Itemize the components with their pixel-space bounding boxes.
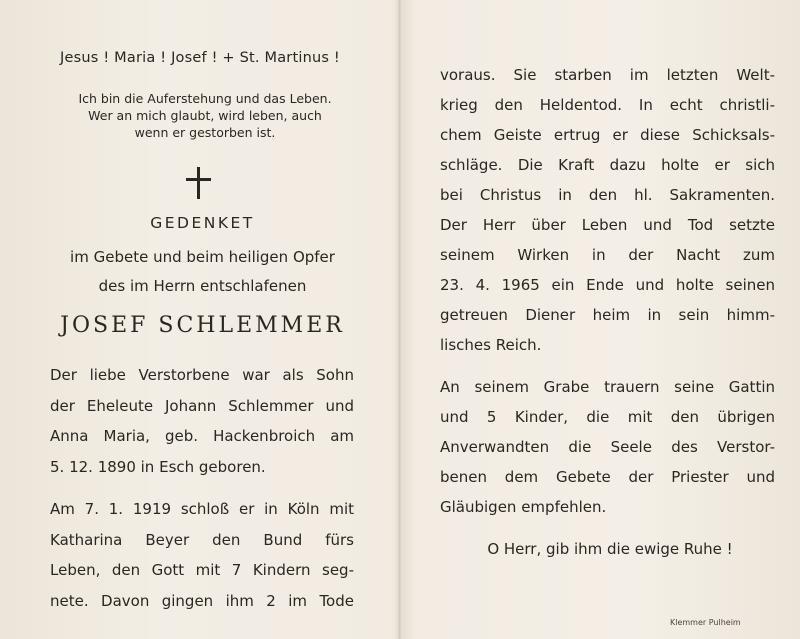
text-line: und 5 Kinder, die mit den übrigen: [440, 408, 775, 426]
text-line: lisches Reich.: [440, 336, 542, 354]
text-line: Anna Maria, geb. Hackenbroich am: [50, 427, 354, 445]
text-line: seinem Wirken in der Nacht zum: [440, 246, 775, 264]
text-line: nete. Davon gingen ihm 2 im Tode: [50, 591, 354, 610]
cross-icon: [182, 167, 214, 199]
text-line: benen dem Gebete der Priester und: [440, 468, 775, 486]
scripture-quote: [60, 90, 350, 141]
text-line: krieg den Heldentod. In echt christli-: [440, 96, 775, 114]
biography-left: [50, 360, 354, 616]
intro-text: [40, 243, 365, 301]
text-line: Gläubigen empfehlen.: [440, 498, 607, 516]
text-line: 23. 4. 1965 ein Ende und holte seinen: [440, 276, 775, 294]
biography-right: [440, 60, 775, 522]
text-line: 5. 12. 1890 in Esch geboren.: [50, 457, 266, 476]
text-line: Der Herr über Leben und Tod setzte: [440, 216, 775, 234]
text-line: Leben, den Gott mit 7 Kindern seg-: [50, 561, 354, 579]
text-line: Am 7. 1. 1919 schloß er in Köln mit: [50, 500, 354, 518]
intro-line: im Gebete und beim heiligen Opfer: [70, 248, 335, 266]
deceased-name: JOSEF SCHLEMMER: [60, 313, 345, 338]
text-line: Der liebe Verstorbene war als Sohn: [50, 366, 354, 384]
printer-imprint: Klemmer Pulheim: [670, 618, 741, 627]
text-line: schläge. Die Kraft dazu holte er sich: [440, 156, 775, 174]
text-line: bei Christus in den hl. Sakramenten.: [440, 186, 775, 204]
gedenket-heading: GEDENKET: [150, 214, 255, 232]
text-line: getreuen Diener heim in sein himm-: [440, 306, 775, 324]
text-line: Anverwandten die Seele des Verstor-: [440, 438, 775, 456]
text-line: chem Geiste ertrug er diese Schicksals-: [440, 126, 775, 144]
intro-line: des im Herrn entschlafenen: [98, 277, 307, 295]
quote-line: wenn er gestorben ist.: [134, 125, 276, 140]
text-line: der Eheleute Johann Schlemmer und: [50, 396, 354, 415]
text-line: An seinem Grabe trauern seine Gattin: [440, 378, 775, 396]
text-line: Katharina Beyer den Bund fürs: [50, 530, 354, 549]
quote-line: Ich bin die Auferstehung und das Leben.: [78, 91, 332, 106]
center-fold: [398, 0, 401, 639]
closing-prayer: O Herr, gib ihm die ewige Ruhe !: [487, 540, 733, 558]
invocation-line: Jesus ! Maria ! Josef ! + St. Martinus !: [60, 50, 340, 66]
quote-line: Wer an mich glaubt, wird leben, auch: [88, 108, 322, 123]
text-line: voraus. Sie starben im letzten Welt-: [440, 66, 775, 84]
